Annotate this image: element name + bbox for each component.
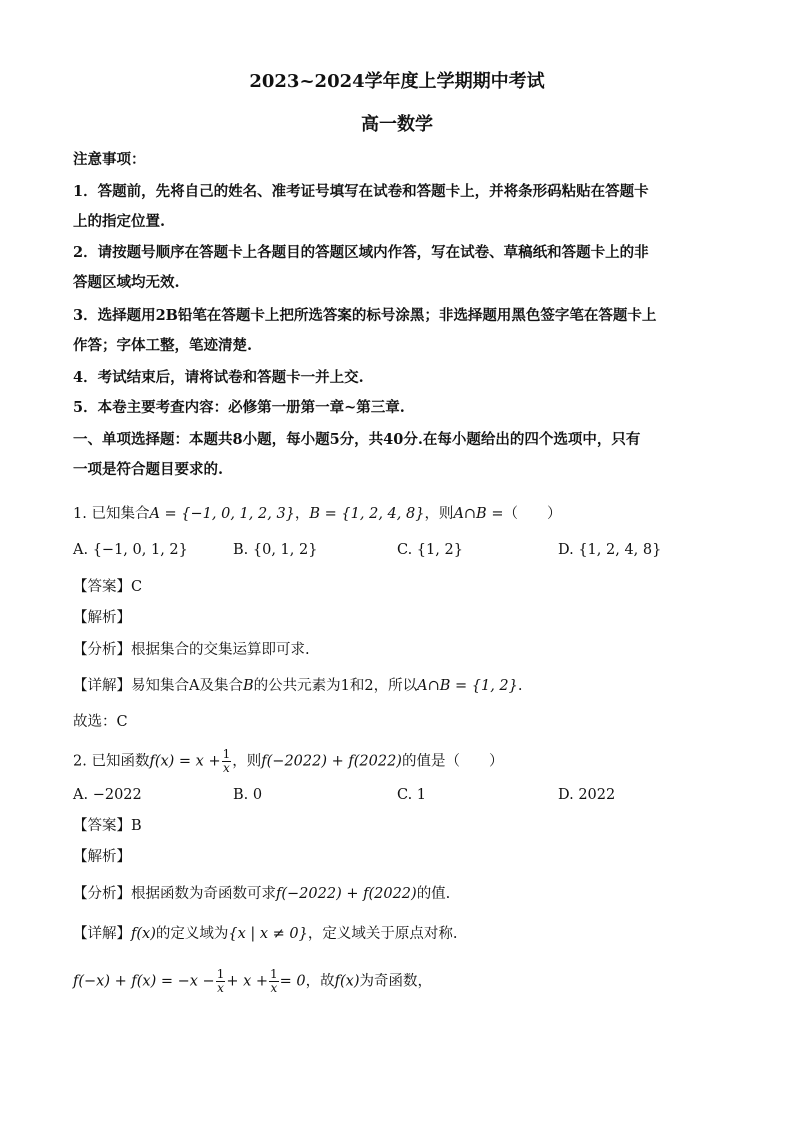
- section-heading-cont: 一项是符合题目要求的.: [73, 461, 224, 478]
- question-2-stem: 2. 已知函数f(x) = x + $\frac{1}{x}$ ，则f(−2022) + f(2022)的值是（ ）: [73, 747, 504, 775]
- q2-option-b: B. 0: [233, 787, 263, 803]
- q1-expr: A∩B =: [453, 506, 504, 522]
- notice-line: 5．本卷主要考查内容：必修第一册第一章~第三章.: [73, 399, 405, 416]
- q1-option-b: B. {0, 1, 2}: [233, 542, 318, 558]
- q1-answer: 【答案】C: [73, 579, 143, 595]
- notice-line: 2．请按题号顺序在答题卡上各题目的答题区域内作答，写在试卷、草稿纸和答题卡上的非: [73, 244, 649, 261]
- q1-analysis-tag: 【解析】: [73, 610, 131, 626]
- notice-line: 作答；字体工整，笔迹清楚.: [73, 337, 253, 354]
- q2-option-d: D. 2022: [558, 787, 616, 803]
- notice-line: 答题区域均无效.: [73, 274, 180, 291]
- q1-prefix: 1. 已知集合: [73, 506, 150, 522]
- q2-fenxi: 【分析】根据函数为奇函数可求f(−2022) + f(2022)的值.: [73, 886, 451, 902]
- notice-line: 4．考试结束后，请将试卷和答题卡一并上交.: [73, 369, 364, 386]
- q2-option-c: C. 1: [397, 787, 427, 803]
- q1-xiangjie: 【详解】易知集合A及集合B的公共元素为1和2，所以A∩B = {1, 2}.: [73, 678, 523, 694]
- q1-set-a: A = {−1, 0, 1, 2, 3}: [149, 506, 295, 522]
- q1-fenxi: 【分析】根据集合的交集运算即可求.: [73, 642, 310, 658]
- section-heading: 一、单项选择题：本题共8小题，每小题5分，共40分.在每小题给出的四个选项中，只有: [73, 431, 641, 448]
- q2-xiangjie-1: 【详解】f(x)的定义域为{x | x ≠ 0}，定义域关于原点对称.: [73, 926, 458, 942]
- notice-heading: 注意事项：: [73, 151, 146, 168]
- q2-eq-fraction-1: $\frac{1}{x}$: [216, 967, 225, 995]
- q2-fraction: $\frac{1}{x}$: [222, 747, 231, 775]
- q2-option-a: A. −2022: [73, 787, 142, 803]
- q1-conclusion: 故选：C: [73, 714, 128, 730]
- notice-line: 上的指定位置.: [73, 213, 166, 230]
- q1-option-d: D. {1, 2, 4, 8}: [558, 542, 662, 558]
- q1-comma: ，: [294, 506, 310, 522]
- exam-subtitle: 高一数学: [361, 114, 433, 135]
- notice-line: 3．选择题用2B铅笔在答题卡上把所选答案的标号涂黑；非选择题用黑色签字笔在答题卡上: [73, 307, 657, 324]
- exam-title: 2023~2024学年度上学期期中考试: [249, 71, 545, 92]
- q2-equation: f(−x) + f(x) = −x − $\frac{1}{x}$ + x + $\frac{1}{x}$ = 0，故f(x)为奇函数，: [73, 967, 433, 995]
- question-1-stem: [73, 504, 561, 524]
- q1-paren: （ ）: [503, 506, 562, 522]
- q1-ask: ，则: [424, 506, 454, 522]
- q1-option-a: A. {−1, 0, 1, 2}: [73, 542, 188, 558]
- q1-option-c: C. {1, 2}: [397, 542, 463, 558]
- notice-line: 1．答题前，先将自己的姓名、准考证号填写在试卷和答题卡上，并将条形码粘贴在答题卡: [73, 183, 649, 200]
- q2-analysis-tag: 【解析】: [73, 849, 131, 865]
- q2-eq-fraction-2: $\frac{1}{x}$: [270, 967, 278, 995]
- q1-set-b: B = {1, 2, 4, 8}: [309, 506, 425, 522]
- q2-answer: 【答案】B: [73, 818, 142, 834]
